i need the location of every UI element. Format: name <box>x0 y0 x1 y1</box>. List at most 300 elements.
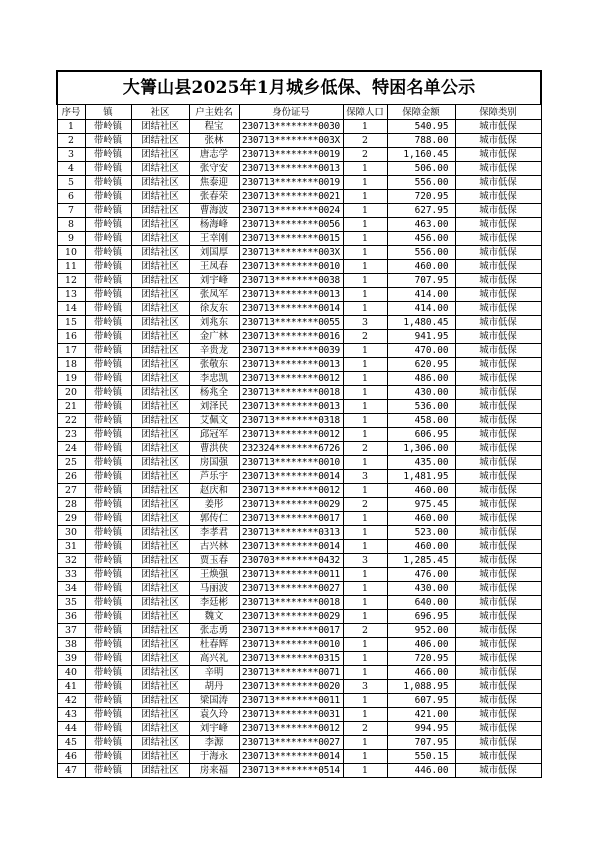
cell-id-number: 230713********0027 <box>239 736 343 750</box>
cell-id-number: 230713********0029 <box>239 610 343 624</box>
cell-category: 城市低保 <box>455 372 541 386</box>
table-row <box>57 400 541 414</box>
table-row <box>57 274 541 288</box>
cell-amount: 696.95 <box>387 610 455 624</box>
cell-id-number: 230713********0013 <box>239 288 343 302</box>
cell-town: 带岭镇 <box>85 246 131 260</box>
cell-town: 带岭镇 <box>85 190 131 204</box>
cell-id-number: 230713********0039 <box>239 344 343 358</box>
cell-category: 城市低保 <box>455 694 541 708</box>
column-header-id-number: 身份证号 <box>239 105 343 120</box>
cell-id-number: 230713********0055 <box>239 316 343 330</box>
cell-category: 城市低保 <box>455 708 541 722</box>
cell-householder: 王凤春 <box>189 260 239 274</box>
cell-index: 37 <box>57 624 85 638</box>
cell-amount: 414.00 <box>387 288 455 302</box>
cell-index: 13 <box>57 288 85 302</box>
cell-amount: 536.00 <box>387 400 455 414</box>
cell-category: 城市低保 <box>455 764 541 778</box>
cell-covered-persons: 1 <box>343 120 387 134</box>
cell-id-number: 230713********0010 <box>239 260 343 274</box>
cell-id-number: 230713********0031 <box>239 708 343 722</box>
cell-town: 带岭镇 <box>85 708 131 722</box>
cell-covered-persons: 3 <box>343 470 387 484</box>
cell-index: 43 <box>57 708 85 722</box>
cell-householder: 杨兆全 <box>189 386 239 400</box>
cell-town: 带岭镇 <box>85 750 131 764</box>
cell-town: 带岭镇 <box>85 554 131 568</box>
cell-amount: 1,306.00 <box>387 442 455 456</box>
cell-covered-persons: 1 <box>343 526 387 540</box>
cell-amount: 540.95 <box>387 120 455 134</box>
cell-index: 26 <box>57 470 85 484</box>
cell-community: 团结社区 <box>131 344 189 358</box>
cell-householder: 刘泽民 <box>189 400 239 414</box>
cell-category: 城市低保 <box>455 302 541 316</box>
cell-category: 城市低保 <box>455 596 541 610</box>
cell-amount: 463.00 <box>387 218 455 232</box>
cell-id-number: 230713********0017 <box>239 624 343 638</box>
cell-category: 城市低保 <box>455 316 541 330</box>
cell-category: 城市低保 <box>455 526 541 540</box>
cell-householder: 张春荣 <box>189 190 239 204</box>
cell-town: 带岭镇 <box>85 764 131 778</box>
cell-community: 团结社区 <box>131 386 189 400</box>
cell-category: 城市低保 <box>455 260 541 274</box>
cell-amount: 466.00 <box>387 666 455 680</box>
table-row <box>57 512 541 526</box>
table-row <box>57 232 541 246</box>
cell-community: 团结社区 <box>131 498 189 512</box>
cell-community: 团结社区 <box>131 764 189 778</box>
cell-community: 团结社区 <box>131 442 189 456</box>
cell-householder: 刘国厚 <box>189 246 239 260</box>
cell-community: 团结社区 <box>131 512 189 526</box>
cell-index: 47 <box>57 764 85 778</box>
table-row <box>57 134 541 148</box>
cell-covered-persons: 3 <box>343 680 387 694</box>
cell-index: 2 <box>57 134 85 148</box>
cell-householder: 杜春辉 <box>189 638 239 652</box>
table-row <box>57 694 541 708</box>
cell-id-number: 230713********0024 <box>239 204 343 218</box>
cell-category: 城市低保 <box>455 176 541 190</box>
table-row <box>57 316 541 330</box>
cell-town: 带岭镇 <box>85 316 131 330</box>
cell-householder: 李孝君 <box>189 526 239 540</box>
cell-community: 团结社区 <box>131 568 189 582</box>
table-row <box>57 176 541 190</box>
cell-town: 带岭镇 <box>85 652 131 666</box>
cell-amount: 421.00 <box>387 708 455 722</box>
cell-category: 城市低保 <box>455 624 541 638</box>
table-row <box>57 554 541 568</box>
cell-community: 团结社区 <box>131 470 189 484</box>
cell-category: 城市低保 <box>455 484 541 498</box>
table-row <box>57 540 541 554</box>
cell-householder: 邱冠军 <box>189 428 239 442</box>
cell-covered-persons: 2 <box>343 722 387 736</box>
cell-index: 34 <box>57 582 85 596</box>
cell-category: 城市低保 <box>455 162 541 176</box>
cell-id-number: 230713********0071 <box>239 666 343 680</box>
cell-category: 城市低保 <box>455 400 541 414</box>
cell-category: 城市低保 <box>455 554 541 568</box>
table-row <box>57 372 541 386</box>
cell-town: 带岭镇 <box>85 148 131 162</box>
cell-community: 团结社区 <box>131 246 189 260</box>
cell-id-number: 230713********0027 <box>239 582 343 596</box>
cell-index: 17 <box>57 344 85 358</box>
cell-id-number: 230703********0432 <box>239 554 343 568</box>
cell-amount: 994.95 <box>387 722 455 736</box>
cell-category: 城市低保 <box>455 428 541 442</box>
cell-covered-persons: 1 <box>343 708 387 722</box>
cell-amount: 1,481.95 <box>387 470 455 484</box>
cell-householder: 王幸刚 <box>189 232 239 246</box>
cell-town: 带岭镇 <box>85 260 131 274</box>
cell-index: 21 <box>57 400 85 414</box>
cell-amount: 975.45 <box>387 498 455 512</box>
table-row <box>57 162 541 176</box>
cell-index: 3 <box>57 148 85 162</box>
cell-amount: 458.00 <box>387 414 455 428</box>
cell-id-number: 232324********6726 <box>239 442 343 456</box>
cell-index: 5 <box>57 176 85 190</box>
cell-category: 城市低保 <box>455 540 541 554</box>
cell-town: 带岭镇 <box>85 358 131 372</box>
cell-amount: 1,160.45 <box>387 148 455 162</box>
cell-town: 带岭镇 <box>85 596 131 610</box>
cell-householder: 张凤军 <box>189 288 239 302</box>
cell-amount: 476.00 <box>387 568 455 582</box>
cell-town: 带岭镇 <box>85 680 131 694</box>
cell-id-number: 230713********0013 <box>239 400 343 414</box>
cell-id-number: 230713********0014 <box>239 540 343 554</box>
cell-covered-persons: 2 <box>343 148 387 162</box>
cell-householder: 刘宇峰 <box>189 722 239 736</box>
page-title: 大箐山县2025年1月城乡低保、特困名单公示 <box>57 71 541 105</box>
cell-town: 带岭镇 <box>85 722 131 736</box>
table-row <box>57 736 541 750</box>
column-header-amount: 保障金额 <box>387 105 455 120</box>
column-header-householder: 户主姓名 <box>189 105 239 120</box>
cell-category: 城市低保 <box>455 274 541 288</box>
cell-covered-persons: 1 <box>343 764 387 778</box>
cell-householder: 徐友东 <box>189 302 239 316</box>
table-row <box>57 568 541 582</box>
cell-index: 8 <box>57 218 85 232</box>
cell-index: 35 <box>57 596 85 610</box>
relief-list-table <box>56 70 542 778</box>
cell-community: 团结社区 <box>131 134 189 148</box>
cell-category: 城市低保 <box>455 288 541 302</box>
cell-category: 城市低保 <box>455 204 541 218</box>
cell-community: 团结社区 <box>131 400 189 414</box>
cell-covered-persons: 1 <box>343 358 387 372</box>
cell-index: 44 <box>57 722 85 736</box>
table-row <box>57 484 541 498</box>
cell-town: 带岭镇 <box>85 204 131 218</box>
cell-covered-persons: 1 <box>343 414 387 428</box>
cell-amount: 435.00 <box>387 456 455 470</box>
cell-householder: 曹海波 <box>189 204 239 218</box>
cell-householder: 李忠凯 <box>189 372 239 386</box>
cell-covered-persons: 1 <box>343 428 387 442</box>
table-row <box>57 708 541 722</box>
cell-town: 带岭镇 <box>85 526 131 540</box>
cell-category: 城市低保 <box>455 582 541 596</box>
cell-index: 30 <box>57 526 85 540</box>
cell-covered-persons: 1 <box>343 568 387 582</box>
cell-index: 1 <box>57 120 85 134</box>
cell-town: 带岭镇 <box>85 330 131 344</box>
cell-community: 团结社区 <box>131 232 189 246</box>
cell-index: 16 <box>57 330 85 344</box>
cell-community: 团结社区 <box>131 610 189 624</box>
cell-town: 带岭镇 <box>85 134 131 148</box>
table-row <box>57 288 541 302</box>
cell-householder: 房来福 <box>189 764 239 778</box>
cell-covered-persons: 1 <box>343 750 387 764</box>
cell-householder: 张志勇 <box>189 624 239 638</box>
cell-index: 9 <box>57 232 85 246</box>
cell-index: 24 <box>57 442 85 456</box>
cell-amount: 460.00 <box>387 260 455 274</box>
cell-householder: 辛明 <box>189 666 239 680</box>
cell-amount: 941.95 <box>387 330 455 344</box>
cell-category: 城市低保 <box>455 358 541 372</box>
cell-community: 团结社区 <box>131 120 189 134</box>
cell-category: 城市低保 <box>455 736 541 750</box>
cell-community: 团结社区 <box>131 666 189 680</box>
cell-community: 团结社区 <box>131 484 189 498</box>
cell-householder: 李源 <box>189 736 239 750</box>
cell-amount: 414.00 <box>387 302 455 316</box>
cell-covered-persons: 1 <box>343 694 387 708</box>
cell-community: 团结社区 <box>131 596 189 610</box>
cell-town: 带岭镇 <box>85 386 131 400</box>
cell-id-number: 230713********0018 <box>239 386 343 400</box>
cell-community: 团结社区 <box>131 694 189 708</box>
table-row <box>57 666 541 680</box>
cell-index: 38 <box>57 638 85 652</box>
cell-householder: 古兴林 <box>189 540 239 554</box>
cell-covered-persons: 1 <box>343 666 387 680</box>
cell-amount: 620.95 <box>387 358 455 372</box>
cell-covered-persons: 2 <box>343 134 387 148</box>
cell-id-number: 230713********0020 <box>239 680 343 694</box>
cell-category: 城市低保 <box>455 344 541 358</box>
cell-town: 带岭镇 <box>85 470 131 484</box>
cell-index: 45 <box>57 736 85 750</box>
cell-town: 带岭镇 <box>85 218 131 232</box>
cell-town: 带岭镇 <box>85 176 131 190</box>
cell-id-number: 230713********0012 <box>239 484 343 498</box>
column-header-index: 序号 <box>57 105 85 120</box>
cell-community: 团结社区 <box>131 428 189 442</box>
cell-index: 28 <box>57 498 85 512</box>
table-row <box>57 680 541 694</box>
cell-covered-persons: 3 <box>343 554 387 568</box>
cell-index: 46 <box>57 750 85 764</box>
cell-index: 10 <box>57 246 85 260</box>
cell-community: 团结社区 <box>131 162 189 176</box>
cell-amount: 556.00 <box>387 176 455 190</box>
table-row <box>57 428 541 442</box>
cell-index: 12 <box>57 274 85 288</box>
cell-category: 城市低保 <box>455 568 541 582</box>
cell-householder: 房国强 <box>189 456 239 470</box>
cell-index: 23 <box>57 428 85 442</box>
cell-householder: 王焕强 <box>189 568 239 582</box>
cell-id-number: 230713********0010 <box>239 638 343 652</box>
cell-householder: 赵庆和 <box>189 484 239 498</box>
cell-category: 城市低保 <box>455 610 541 624</box>
table-row <box>57 302 541 316</box>
cell-id-number: 230713********0030 <box>239 120 343 134</box>
cell-householder: 梁国涛 <box>189 694 239 708</box>
cell-covered-persons: 1 <box>343 652 387 666</box>
cell-amount: 720.95 <box>387 190 455 204</box>
cell-category: 城市低保 <box>455 722 541 736</box>
cell-town: 带岭镇 <box>85 428 131 442</box>
cell-householder: 曹洪侠 <box>189 442 239 456</box>
cell-town: 带岭镇 <box>85 512 131 526</box>
cell-category: 城市低保 <box>455 190 541 204</box>
cell-amount: 406.00 <box>387 638 455 652</box>
cell-covered-persons: 1 <box>343 274 387 288</box>
cell-town: 带岭镇 <box>85 400 131 414</box>
cell-id-number: 230713********0014 <box>239 470 343 484</box>
cell-amount: 486.00 <box>387 372 455 386</box>
cell-id-number: 230713********0011 <box>239 568 343 582</box>
cell-covered-persons: 2 <box>343 442 387 456</box>
cell-id-number: 230713********0014 <box>239 302 343 316</box>
table-row <box>57 596 541 610</box>
cell-householder: 李廷彬 <box>189 596 239 610</box>
cell-community: 团结社区 <box>131 218 189 232</box>
cell-amount: 627.95 <box>387 204 455 218</box>
cell-index: 19 <box>57 372 85 386</box>
cell-amount: 460.00 <box>387 512 455 526</box>
table-row <box>57 246 541 260</box>
cell-covered-persons: 1 <box>343 582 387 596</box>
cell-category: 城市低保 <box>455 134 541 148</box>
table-row <box>57 344 541 358</box>
cell-category: 城市低保 <box>455 456 541 470</box>
cell-index: 36 <box>57 610 85 624</box>
cell-id-number: 230713********0010 <box>239 456 343 470</box>
cell-covered-persons: 1 <box>343 596 387 610</box>
cell-householder: 于海永 <box>189 750 239 764</box>
cell-index: 32 <box>57 554 85 568</box>
cell-covered-persons: 1 <box>343 302 387 316</box>
cell-id-number: 230713********0019 <box>239 148 343 162</box>
table-row <box>57 442 541 456</box>
cell-covered-persons: 1 <box>343 204 387 218</box>
cell-covered-persons: 1 <box>343 190 387 204</box>
column-header-covered-persons: 保障人口 <box>343 105 387 120</box>
cell-covered-persons: 1 <box>343 638 387 652</box>
cell-covered-persons: 1 <box>343 246 387 260</box>
cell-householder: 郭传仁 <box>189 512 239 526</box>
table-row <box>57 190 541 204</box>
cell-covered-persons: 1 <box>343 260 387 274</box>
cell-index: 15 <box>57 316 85 330</box>
table-row <box>57 750 541 764</box>
cell-covered-persons: 1 <box>343 344 387 358</box>
cell-town: 带岭镇 <box>85 540 131 554</box>
cell-town: 带岭镇 <box>85 344 131 358</box>
cell-community: 团结社区 <box>131 638 189 652</box>
cell-householder: 贾玉春 <box>189 554 239 568</box>
cell-community: 团结社区 <box>131 274 189 288</box>
cell-index: 14 <box>57 302 85 316</box>
cell-amount: 607.95 <box>387 694 455 708</box>
cell-id-number: 230713********0029 <box>239 498 343 512</box>
cell-category: 城市低保 <box>455 638 541 652</box>
cell-id-number: 230713********0318 <box>239 414 343 428</box>
cell-index: 25 <box>57 456 85 470</box>
cell-householder: 张守安 <box>189 162 239 176</box>
cell-covered-persons: 1 <box>343 610 387 624</box>
table-row <box>57 120 541 134</box>
cell-householder: 焦泰迎 <box>189 176 239 190</box>
cell-category: 城市低保 <box>455 232 541 246</box>
cell-index: 18 <box>57 358 85 372</box>
cell-category: 城市低保 <box>455 680 541 694</box>
cell-town: 带岭镇 <box>85 120 131 134</box>
table-row <box>57 386 541 400</box>
cell-householder: 辛贵龙 <box>189 344 239 358</box>
cell-town: 带岭镇 <box>85 694 131 708</box>
cell-town: 带岭镇 <box>85 414 131 428</box>
table-row <box>57 218 541 232</box>
cell-amount: 460.00 <box>387 540 455 554</box>
cell-id-number: 230713********0313 <box>239 526 343 540</box>
cell-community: 团结社区 <box>131 204 189 218</box>
cell-id-number: 230713********0015 <box>239 232 343 246</box>
cell-community: 团结社区 <box>131 624 189 638</box>
cell-id-number: 230713********0019 <box>239 176 343 190</box>
cell-amount: 506.00 <box>387 162 455 176</box>
table-row <box>57 204 541 218</box>
cell-index: 31 <box>57 540 85 554</box>
cell-town: 带岭镇 <box>85 372 131 386</box>
cell-town: 带岭镇 <box>85 568 131 582</box>
cell-town: 带岭镇 <box>85 736 131 750</box>
cell-id-number: 230713********0013 <box>239 358 343 372</box>
cell-id-number: 230713********0013 <box>239 162 343 176</box>
cell-town: 带岭镇 <box>85 638 131 652</box>
table-row <box>57 358 541 372</box>
cell-covered-persons: 1 <box>343 540 387 554</box>
cell-covered-persons: 1 <box>343 400 387 414</box>
cell-amount: 720.95 <box>387 652 455 666</box>
cell-index: 6 <box>57 190 85 204</box>
cell-category: 城市低保 <box>455 442 541 456</box>
table-row <box>57 414 541 428</box>
cell-covered-persons: 1 <box>343 736 387 750</box>
cell-id-number: 230713********0056 <box>239 218 343 232</box>
cell-amount: 430.00 <box>387 386 455 400</box>
cell-id-number: 230713********0514 <box>239 764 343 778</box>
column-header-town: 镇 <box>85 105 131 120</box>
table-row <box>57 526 541 540</box>
cell-id-number: 230713********003X <box>239 246 343 260</box>
cell-id-number: 230713********0014 <box>239 750 343 764</box>
